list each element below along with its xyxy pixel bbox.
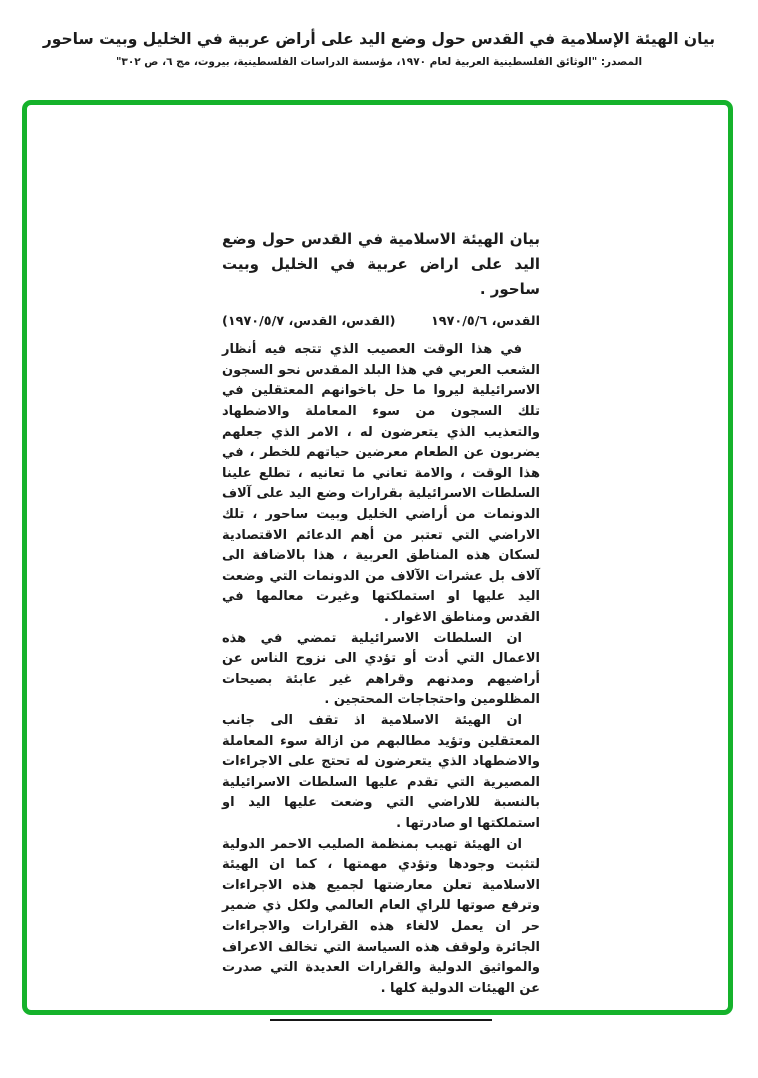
dateline-source-date: (القدس، القدس، ١٩٧٠/٥/٧) <box>222 314 396 330</box>
paragraph: ان الهيئة الاسلامية اذ تقف الى جانب المعتقلين وتؤيد مطالبهم من ازالة سوء المعاملة والاضطهاد الذي يتعرضون له تحتج على الاجراءات المصيرية التي تقدم عليها السلطات الاسرائيلية بالنسبة للاراضي التي وضعت عليها اليد او استملكتها او صادرتها . <box>222 712 540 831</box>
paragraph: ان الهيئة تهيب بمنظمة الصليب الاحمر الدولية لتثبت وجودها وتؤدي مهمتها ، كما ان الهيئة الاسلامية تعلن معارضتها لجميع هذه الاجراءات وترفع صوتها للراي العام العالمي ولكل ذي ضمير حر ان يعمل لالغاء هذه القرارات والاجراءات الجائرة ولوقف هذه السياسة التي تخالف الاعراف والمواثيق الدولية والقرارات العديدة التي صدرت عن الهيئات الدولية كلها . <box>222 836 540 996</box>
paragraph: في هذا الوقت العصيب الذي تتجه فيه أنظار الشعب العربي في هذا البلد المقدس نحو السجون الاسرائيلية ليروا ما حل باخوانهم المعتقلين في تلك السجون من سوء المعاملة والاضطهاد والتعذيب الذي يتعرضون له ، الامر الذي جعلهم يضربون عن الطعام معرضين حياتهم للخطر ، في هذا الوقت ، والامة تعاني ما تعانيه ، تطلع علينا السلطات الاسرائيلية بقرارات وضع اليد على آلاف الدونمات من أراضي الخليل وبيت ساحور ، تلك الاراضي التي تعتبر من أهم الدعائم الاقتصادية لسكان هذه المناطق العربية ، هذا بالاضافة الى آلاف بل عشرات الآلاف من الدونمات التي وضعت اليد عليها او استملكتها وغيرت معالمها في القدس ومناطق الاغوار . <box>222 342 540 626</box>
paragraph: ان السلطات الاسرائيلية تمضي في هذه الاعمال التي أدت أو تؤدي الى نزوح الناس عن أراضيهم ومدنهم وقراهم غير عابئة بصيحات المظلومين واحتجاجات المحتجين . <box>222 630 540 708</box>
page-title: بيان الهيئة الإسلامية في القدس حول وضع اليد على أراض عربية في الخليل وبيت ساحور <box>42 30 716 48</box>
scanned-document <box>222 217 540 1021</box>
green-frame <box>22 100 733 1015</box>
source-citation: المصدر: "الوثائق الفلسطينية العربية لعام ١٩٧٠، مؤسسة الدراسات الفلسطينية، بيروت، مج ٦، ص ٣٠٢" <box>115 56 643 68</box>
document-body <box>222 340 540 999</box>
dateline-place-date: القدس، ١٩٧٠/٥/٦ <box>431 314 540 330</box>
end-divider <box>270 1019 492 1021</box>
page-header <box>0 0 758 68</box>
dateline <box>222 314 540 329</box>
document-title: بيان الهيئة الاسلامية في القدس حول وضع اليد على اراض عربية في الخليل وبيت ساحور . <box>222 230 540 298</box>
